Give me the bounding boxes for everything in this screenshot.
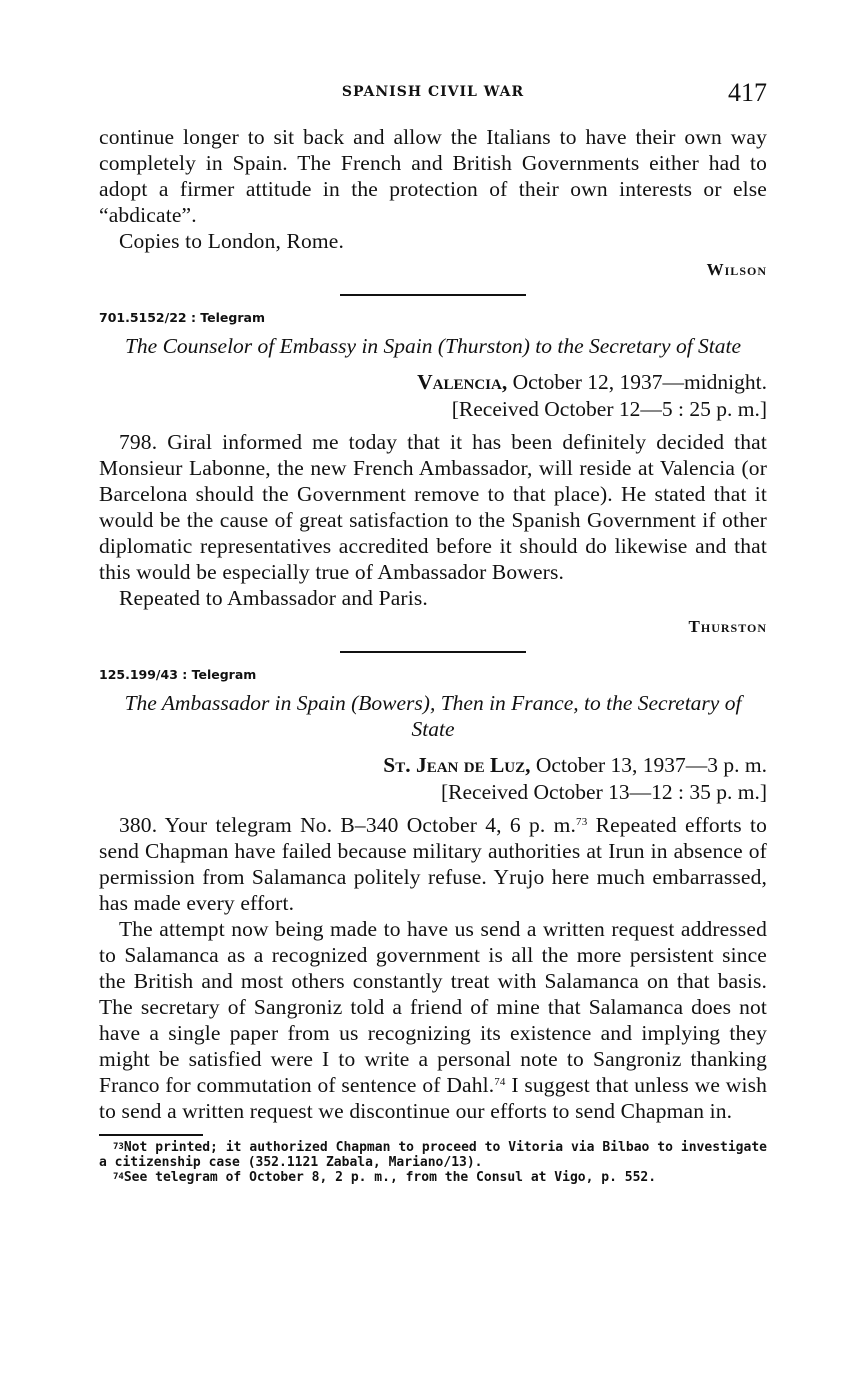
copies-line: Copies to London, Rome. [119,229,345,253]
signature-wilson: Wilson [706,260,767,279]
telegram-paragraph: 798. Giral informed me today that it has been definitely decided that Monsieur Labonne, the new French Ambassador, will reside at Valencia (or Barcelona should the Government remove to that place). He stated that it would be the cause of great satisfaction to the Spanish Government if other diplomatic representatives accredited before it should do likewise and that this would be especially true of Ambassador Bowers. [99,430,767,584]
paragraph-text: I suggest that unless we wish to send a written request we discontinue our efforts to send Chapman in. [99,1073,767,1123]
footnote-number: 73 [113,1142,124,1152]
footnote-marker: 73 [576,816,588,828]
document-heading: The Counselor of Embassy in Spain (Thurston) to the Secretary of State [124,334,742,358]
dateline-place: Valencia, [417,370,508,394]
running-title: SPANISH CIVIL WAR [341,84,525,100]
continued-paragraph: continue longer to sit back and allow the Italians to have their own way completely in Spain. The French and British Governments either had to adopt a firmer attitude in the protection of their own interests or else “abdicate”. [99,125,767,227]
file-reference: 125.199/43 : Telegram [99,667,257,682]
telegram-paragraph [99,812,767,916]
dateline [99,752,767,779]
paragraph-text: 380. Your telegram No. B–340 October 4, 6 p. m. [119,813,577,837]
dateline-place: St. Jean de Luz, [383,753,531,777]
footnote-marker: 74 [494,1076,506,1088]
footnote-number: 74 [113,1172,124,1182]
section-divider [340,651,526,653]
document-heading: The Ambassador in Spain (Bowers), Then in France, to the Secretary of State [124,691,742,741]
footnote-text: See telegram of October 8, 2 p. m., from the Consul at Vigo, p. 552. [123,1170,657,1185]
footnote [99,1170,767,1185]
paragraph-text: The attempt now being made to have us send a written request addressed to Salamanca as a recognized government is all the more persistent since the British and most others constantly treat with Salamanca on that basis. The secretary of Sangroniz told a friend of mine that Salamanca does not have a single paper from us recognizing its existence and implying they might be satisfied were I to write a personal note to Sangroniz thanking Franco for commutation of sentence of Dahl. [99,917,767,1097]
dateline-date: October 12, 1937—midnight. [507,370,767,394]
section-divider [340,294,526,296]
file-reference: 701.5152/22 : Telegram [99,310,265,325]
received-line: [Received October 13—12 : 35 p. m.] [441,780,767,804]
paragraph-text: Repeated efforts to send Chapman have failed because military authorities at Irun in absence of permission from Salamanca politely refuse. Yrujo here much embarrassed, has made every effort. [99,813,767,915]
running-head [99,78,767,112]
page-number: 417 [728,78,767,107]
telegram-paragraph [99,916,767,1124]
footnote-text: Not printed; it authorized Chapman to proceed to Vitoria via Bilbao to investigate a citizenship case (352.1121 Zabala, Mariano/13). [99,1140,767,1170]
dateline [99,369,767,396]
dateline-date: October 13, 1937—3 p. m. [530,753,767,777]
document-page [99,0,767,1185]
received-line: [Received October 12—5 : 25 p. m.] [451,397,767,421]
signature-thurston: Thurston [688,617,767,636]
footnote [99,1140,767,1170]
repeated-line: Repeated to Ambassador and Paris. [119,586,428,610]
